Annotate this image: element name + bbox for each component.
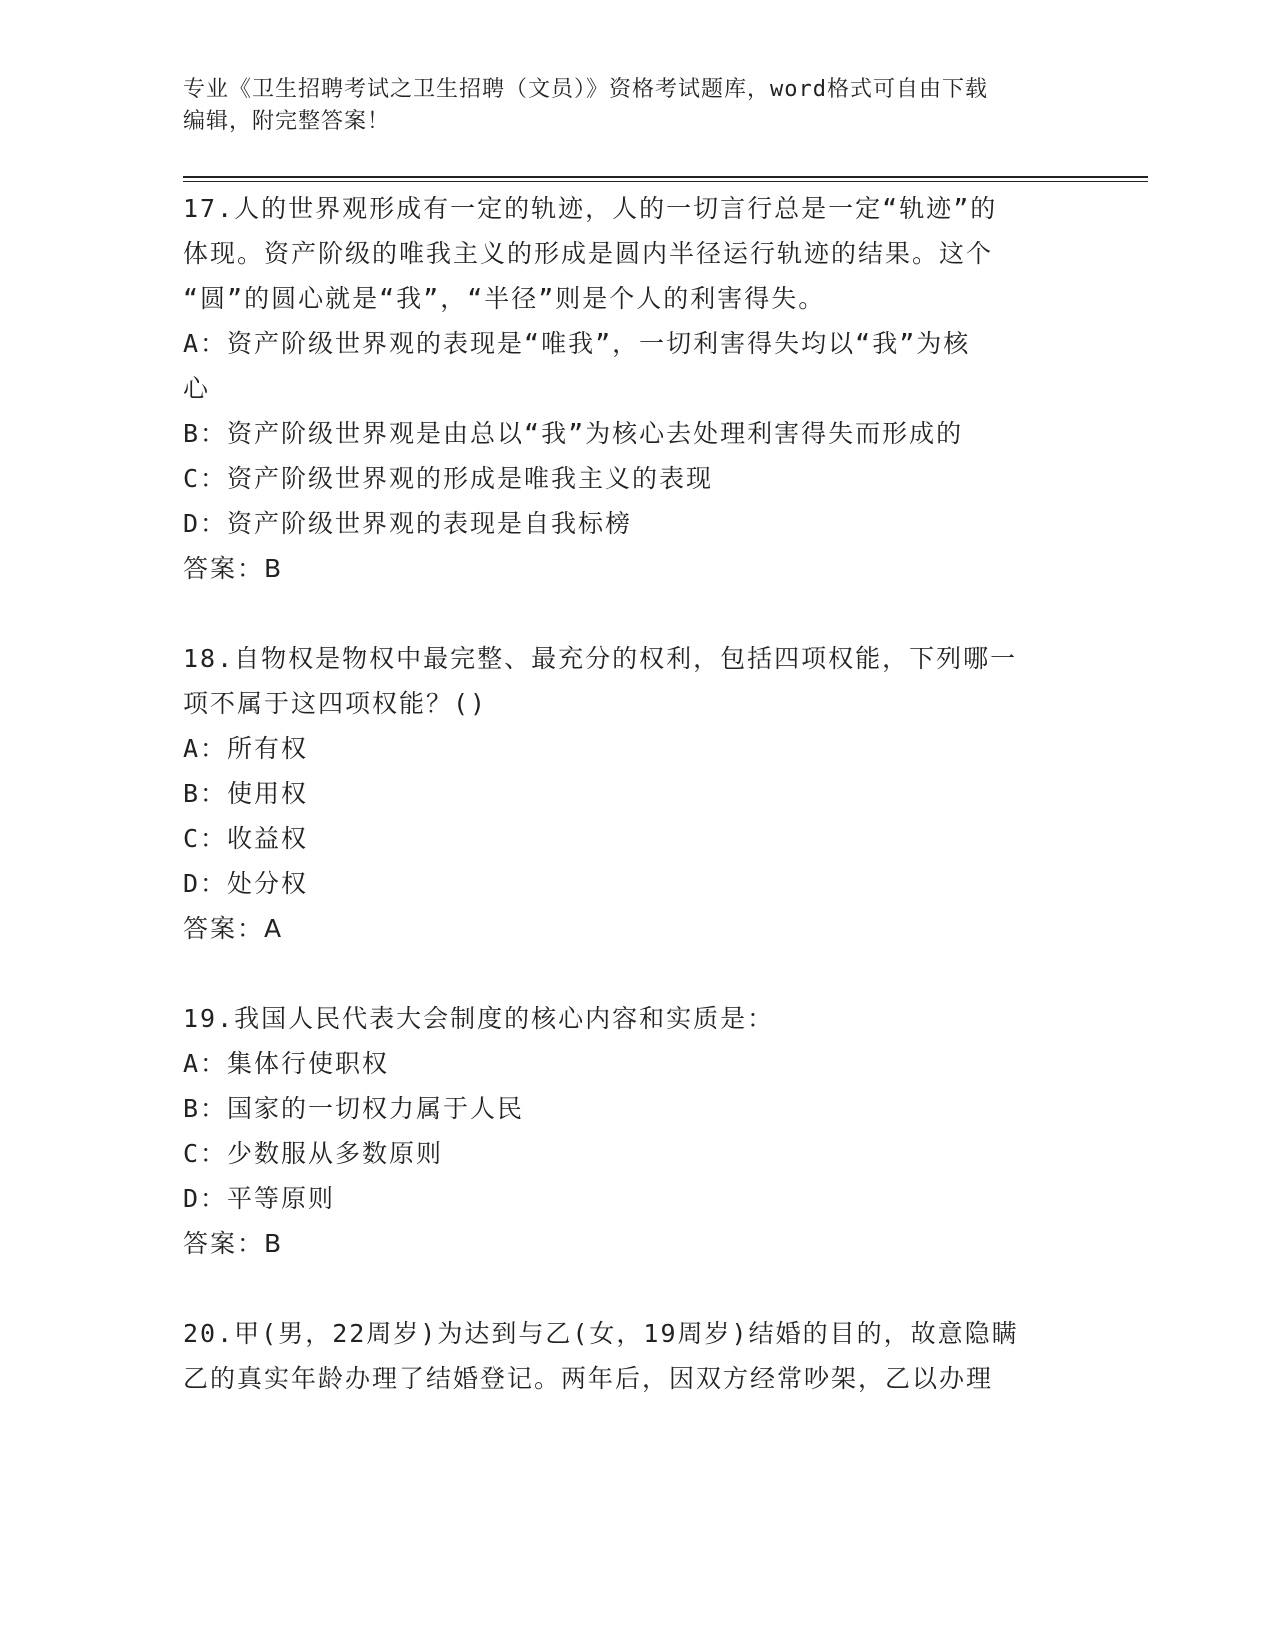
correct-answer: 答案：B	[183, 554, 284, 583]
answer-option: D：处分权	[183, 869, 309, 898]
answer-option: A：所有权	[183, 734, 309, 763]
question-stem-line: 20.甲(男，22周岁)为达到与乙(女，19周岁)结婚的目的，故意隐瞒	[183, 1319, 1019, 1348]
header-line: 编辑，附完整答案！	[183, 109, 391, 134]
answer-option: C：收益权	[183, 824, 309, 853]
question-stem-line: “圆”的圆心就是“我”，“半径”则是个人的利害得失。	[183, 284, 826, 313]
correct-answer: 答案：A	[183, 914, 284, 943]
question-stem-line: 项不属于这四项权能？()	[183, 689, 488, 718]
question-stem-line: 18.自物权是物权中最完整、最充分的权利，包括四项权能，下列哪一	[183, 644, 1018, 673]
question-list	[183, 186, 1083, 1446]
question-stem-line: 17.人的世界观形成有一定的轨迹，人的一切言行总是一定“轨迹”的	[183, 194, 998, 223]
answer-option: D：平等原则	[183, 1184, 336, 1213]
question-stem-line: 体现。资产阶级的唯我主义的形成是圆内半径运行轨迹的结果。这个	[183, 239, 994, 268]
document-header	[183, 74, 1063, 138]
answer-option: A：集体行使职权	[183, 1049, 390, 1078]
answer-option: A：资产阶级世界观的表现是“唯我”，一切利害得失均以“我”为核	[183, 329, 971, 358]
header-line: 专业《卫生招聘考试之卫生招聘（文员）》资格考试题库，word格式可自由下载	[183, 77, 988, 102]
question-block	[183, 996, 1083, 1266]
answer-option: D：资产阶级世界观的表现是自我标榜	[183, 509, 633, 538]
answer-option: 心	[183, 374, 211, 403]
question-block	[183, 186, 1083, 591]
question-block	[183, 1311, 1083, 1401]
question-stem-line: 19.我国人民代表大会制度的核心内容和实质是：	[183, 1004, 775, 1033]
header-divider-thin	[183, 181, 1148, 182]
answer-option: C：资产阶级世界观的形成是唯我主义的表现	[183, 464, 714, 493]
correct-answer: 答案：B	[183, 1229, 284, 1258]
header-divider-thick	[183, 176, 1148, 178]
answer-option: B：使用权	[183, 779, 309, 808]
question-stem-line: 乙的真实年龄办理了结婚登记。两年后，因双方经常吵架，乙以办理	[183, 1364, 994, 1393]
question-block	[183, 636, 1083, 951]
answer-option: C：少数服从多数原则	[183, 1139, 444, 1168]
answer-option: B：资产阶级世界观是由总以“我”为核心去处理利害得失而形成的	[183, 419, 964, 448]
answer-option: B：国家的一切权力属于人民	[183, 1094, 525, 1123]
